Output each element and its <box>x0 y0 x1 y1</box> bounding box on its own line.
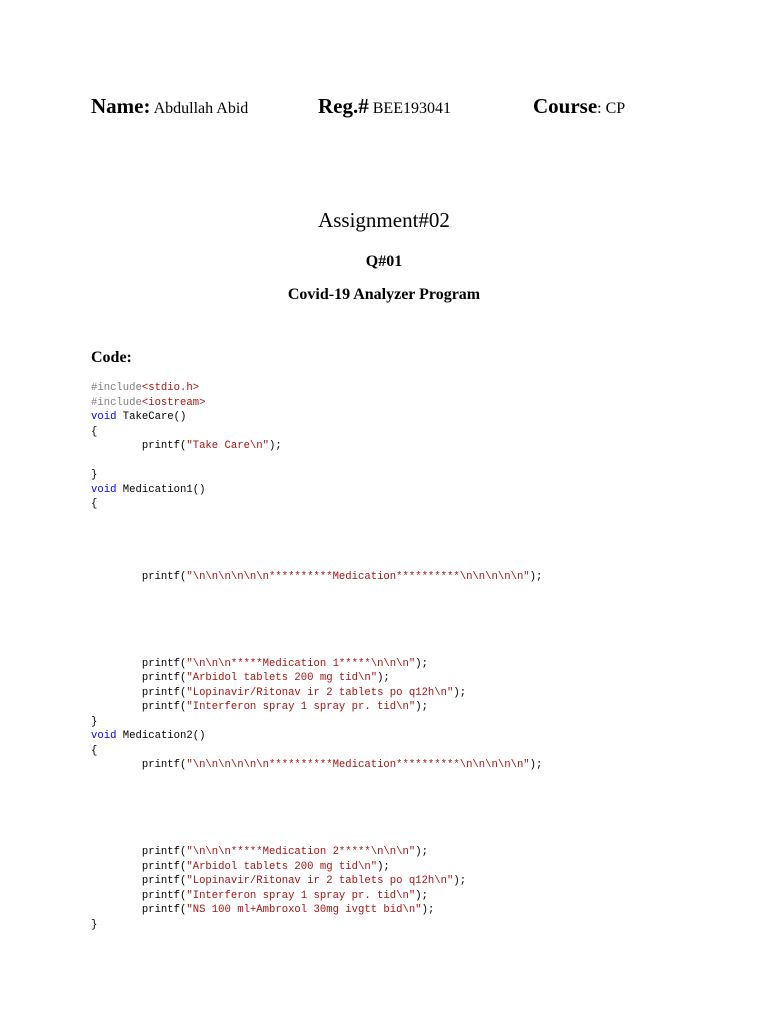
code-token: } <box>91 715 98 728</box>
code-line <box>91 410 731 425</box>
code-line <box>91 700 731 715</box>
question-number: Q#01 <box>365 253 403 270</box>
code-token: } <box>91 469 98 481</box>
code-line <box>91 874 731 889</box>
code-line <box>91 671 731 686</box>
code-token: ); <box>269 440 282 452</box>
code-token: ); <box>421 904 435 916</box>
code-token: ); <box>529 570 543 583</box>
registration-field <box>318 94 451 119</box>
code-line <box>91 773 731 788</box>
code-token: "NS 100 ml+Ambroxol 30mg ivgtt bid\n" <box>186 904 422 916</box>
registration-label: Reg.# <box>318 94 369 118</box>
program-title: Covid-19 Analyzer Program <box>287 286 481 303</box>
code-token: printf( <box>91 860 187 873</box>
code-line <box>91 526 731 541</box>
code-line <box>91 860 731 875</box>
code-token: "Arbidol tablets 200 mg tid\n" <box>186 860 378 873</box>
course-field <box>533 94 625 119</box>
code-token: ); <box>453 686 467 699</box>
student-info-row <box>91 94 711 124</box>
code-token: ); <box>415 889 428 902</box>
code-token: "\n\n\n*****Medication 2*****\n\n\n" <box>186 846 416 858</box>
code-token: <iostream> <box>141 396 206 409</box>
code-line <box>91 802 731 817</box>
code-line <box>91 541 731 556</box>
code-line <box>91 555 731 570</box>
code-line <box>91 584 731 599</box>
code-token: printf( <box>91 657 187 670</box>
code-token: "\n\n\n*****Medication 1*****\n\n\n" <box>186 657 416 670</box>
code-token: "Arbidol tablets 200 mg tid\n" <box>186 672 378 684</box>
code-line <box>91 758 731 773</box>
code-token: void <box>91 483 117 496</box>
assignment-title: Assignment#02 <box>318 208 450 232</box>
code-token: ); <box>415 846 428 858</box>
code-line <box>91 715 731 730</box>
code-line <box>91 628 731 643</box>
name-value: Abdullah Abid <box>150 100 249 117</box>
code-token: { <box>91 744 98 757</box>
code-heading: Code: <box>91 349 132 366</box>
code-token: ); <box>529 759 543 771</box>
code-line <box>91 816 731 831</box>
code-token: { <box>91 498 98 510</box>
code-line <box>91 468 731 483</box>
code-token: printf( <box>91 672 187 684</box>
code-token: #include <box>91 396 142 409</box>
course-value: : CP <box>597 100 626 117</box>
code-token: ); <box>377 860 390 873</box>
code-token: Medication2() <box>116 730 206 742</box>
code-token: void <box>91 411 117 423</box>
code-block <box>91 381 731 932</box>
course-label: Course <box>533 94 598 118</box>
code-line <box>91 454 731 469</box>
code-line <box>91 657 731 672</box>
code-token: "Lopinavir/Ritonav ir 2 tablets po q12h\n" <box>186 875 454 887</box>
code-line <box>91 512 731 527</box>
code-token: <stdio.h> <box>141 382 200 394</box>
code-line <box>91 425 731 440</box>
code-token: } <box>91 918 98 931</box>
code-token: ); <box>415 701 428 713</box>
code-line <box>91 787 731 802</box>
code-token: ); <box>377 672 390 684</box>
code-line <box>91 918 731 933</box>
name-label: Name: <box>91 94 151 118</box>
code-line <box>91 744 731 759</box>
code-line <box>91 642 731 657</box>
code-token: printf( <box>91 686 187 699</box>
code-token: "Lopinavir/Ritonav ir 2 tablets po q12h\n" <box>186 686 454 699</box>
code-line <box>91 381 731 396</box>
code-line <box>91 396 731 411</box>
code-line <box>91 483 731 498</box>
name-field <box>91 94 248 119</box>
code-line <box>91 439 731 454</box>
code-line <box>91 599 731 614</box>
code-token: printf( <box>91 875 187 887</box>
code-token: printf( <box>91 570 187 583</box>
code-token: "\n\n\n\n\n\n**********Medication**********\n\n\n\n\n" <box>186 759 530 771</box>
code-token: void <box>91 730 117 742</box>
code-line <box>91 845 731 860</box>
code-line <box>91 570 731 585</box>
code-token: "\n\n\n\n\n\n**********Medication**********\n\n\n\n\n" <box>186 570 530 583</box>
code-line <box>91 686 731 701</box>
code-line <box>91 497 731 512</box>
code-line <box>91 889 731 904</box>
registration-value: BEE193041 <box>368 100 451 117</box>
code-token: printf( <box>91 759 187 771</box>
code-line <box>91 903 731 918</box>
code-token: ); <box>453 875 467 887</box>
code-token: Medication1() <box>116 483 206 496</box>
code-token: printf( <box>91 904 187 916</box>
code-token: printf( <box>91 846 187 858</box>
code-line <box>91 831 731 846</box>
code-token: { <box>91 425 98 438</box>
code-token: printf( <box>91 440 187 452</box>
code-token: ); <box>415 657 428 670</box>
code-token: "Interferon spray 1 spray pr. tid\n" <box>186 701 416 713</box>
code-token: printf( <box>91 701 187 713</box>
code-line <box>91 729 731 744</box>
code-token: #include <box>91 382 142 394</box>
code-token: "Interferon spray 1 spray pr. tid\n" <box>186 889 416 902</box>
code-token: printf( <box>91 889 187 902</box>
code-token: TakeCare() <box>116 411 187 423</box>
code-token: "Take Care\n" <box>186 440 270 452</box>
code-line <box>91 613 731 628</box>
